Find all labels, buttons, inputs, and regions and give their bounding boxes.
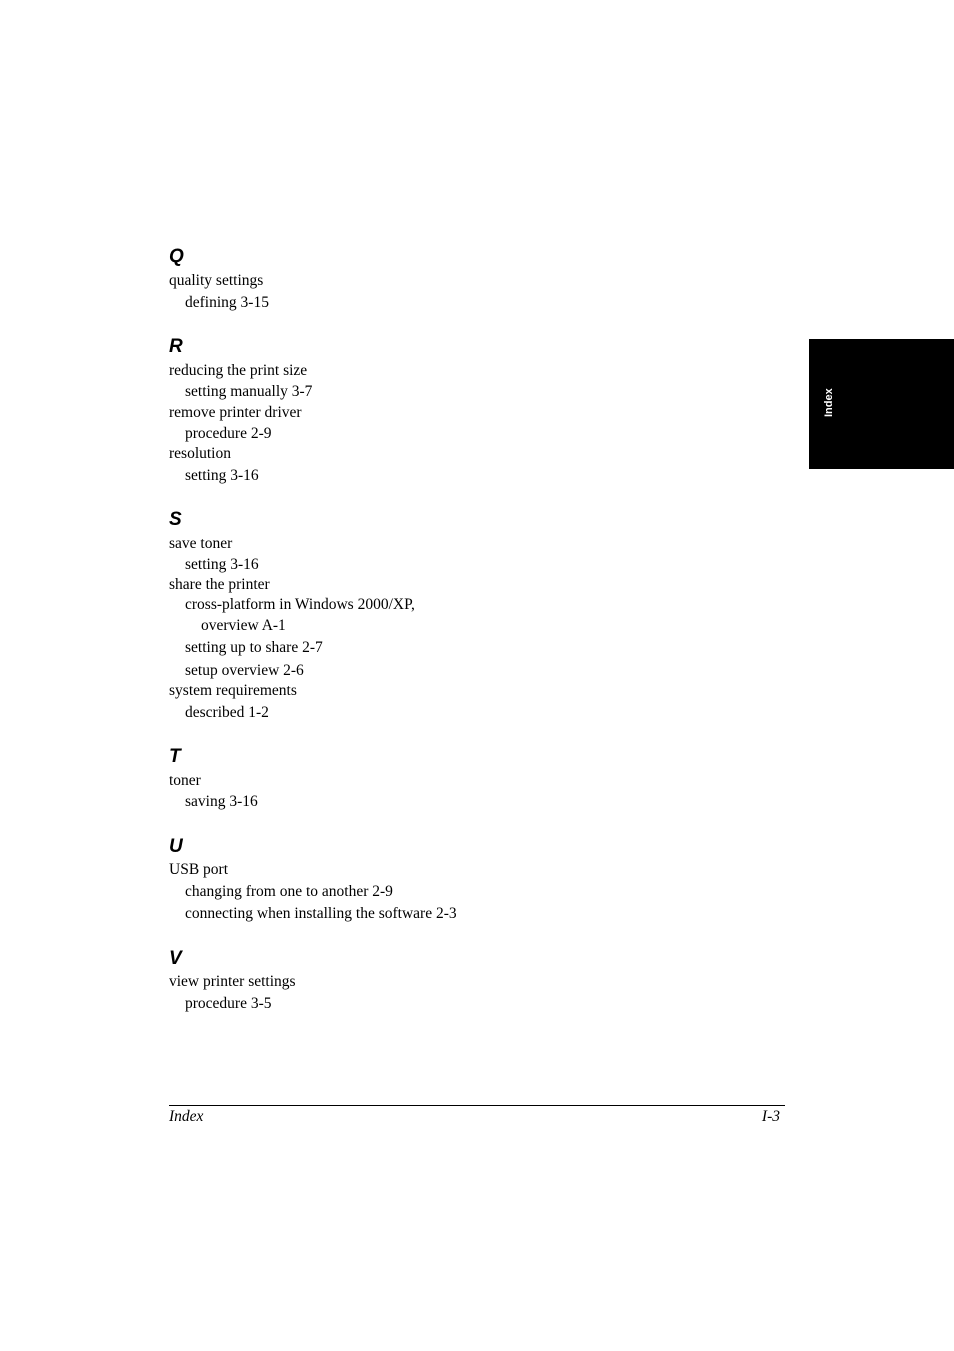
section-letter-u: U [169,836,183,857]
index-entry: system requirements [169,682,297,699]
index-subentry: defining 3-15 [185,294,269,311]
index-subentry: cross-platform in Windows 2000/XP, [185,596,415,613]
footer-section-title: Index [169,1108,204,1125]
section-letter-t: T [169,746,181,767]
index-subentry-continuation: overview A-1 [201,617,286,634]
section-letter-s: S [169,509,182,530]
index-subentry: saving 3-16 [185,793,258,810]
index-subentry: setting 3-16 [185,556,259,573]
chapter-thumb-tab-label: Index [823,388,835,418]
index-subentry: setting manually 3-7 [185,383,313,400]
index-entry: quality settings [169,272,264,289]
index-subentry: setting up to share 2-7 [185,639,323,656]
index-entry: share the printer [169,576,270,593]
index-entry: view printer settings [169,973,296,990]
index-subentry: setting 3-16 [185,467,259,484]
index-entry: remove printer driver [169,404,302,421]
index-subentry: connecting when installing the software 2-3 [185,905,457,922]
index-subentry: changing from one to another 2-9 [185,883,393,900]
index-entry: USB port [169,861,228,878]
footer-divider [169,1105,785,1106]
section-letter-q: Q [169,246,184,267]
section-letter-r: R [169,336,183,357]
index-entry: toner [169,772,201,789]
footer-page-number: I-3 [761,1108,780,1125]
index-subentry: described 1-2 [185,704,269,721]
section-letter-v: V [169,948,182,969]
index-subentry: setup overview 2-6 [185,662,304,679]
index-entry: reducing the print size [169,362,308,379]
index-entry: resolution [169,445,231,462]
index-subentry: procedure 2-9 [185,425,272,442]
index-subentry: procedure 3-5 [185,995,272,1012]
index-entry: save toner [169,535,233,552]
